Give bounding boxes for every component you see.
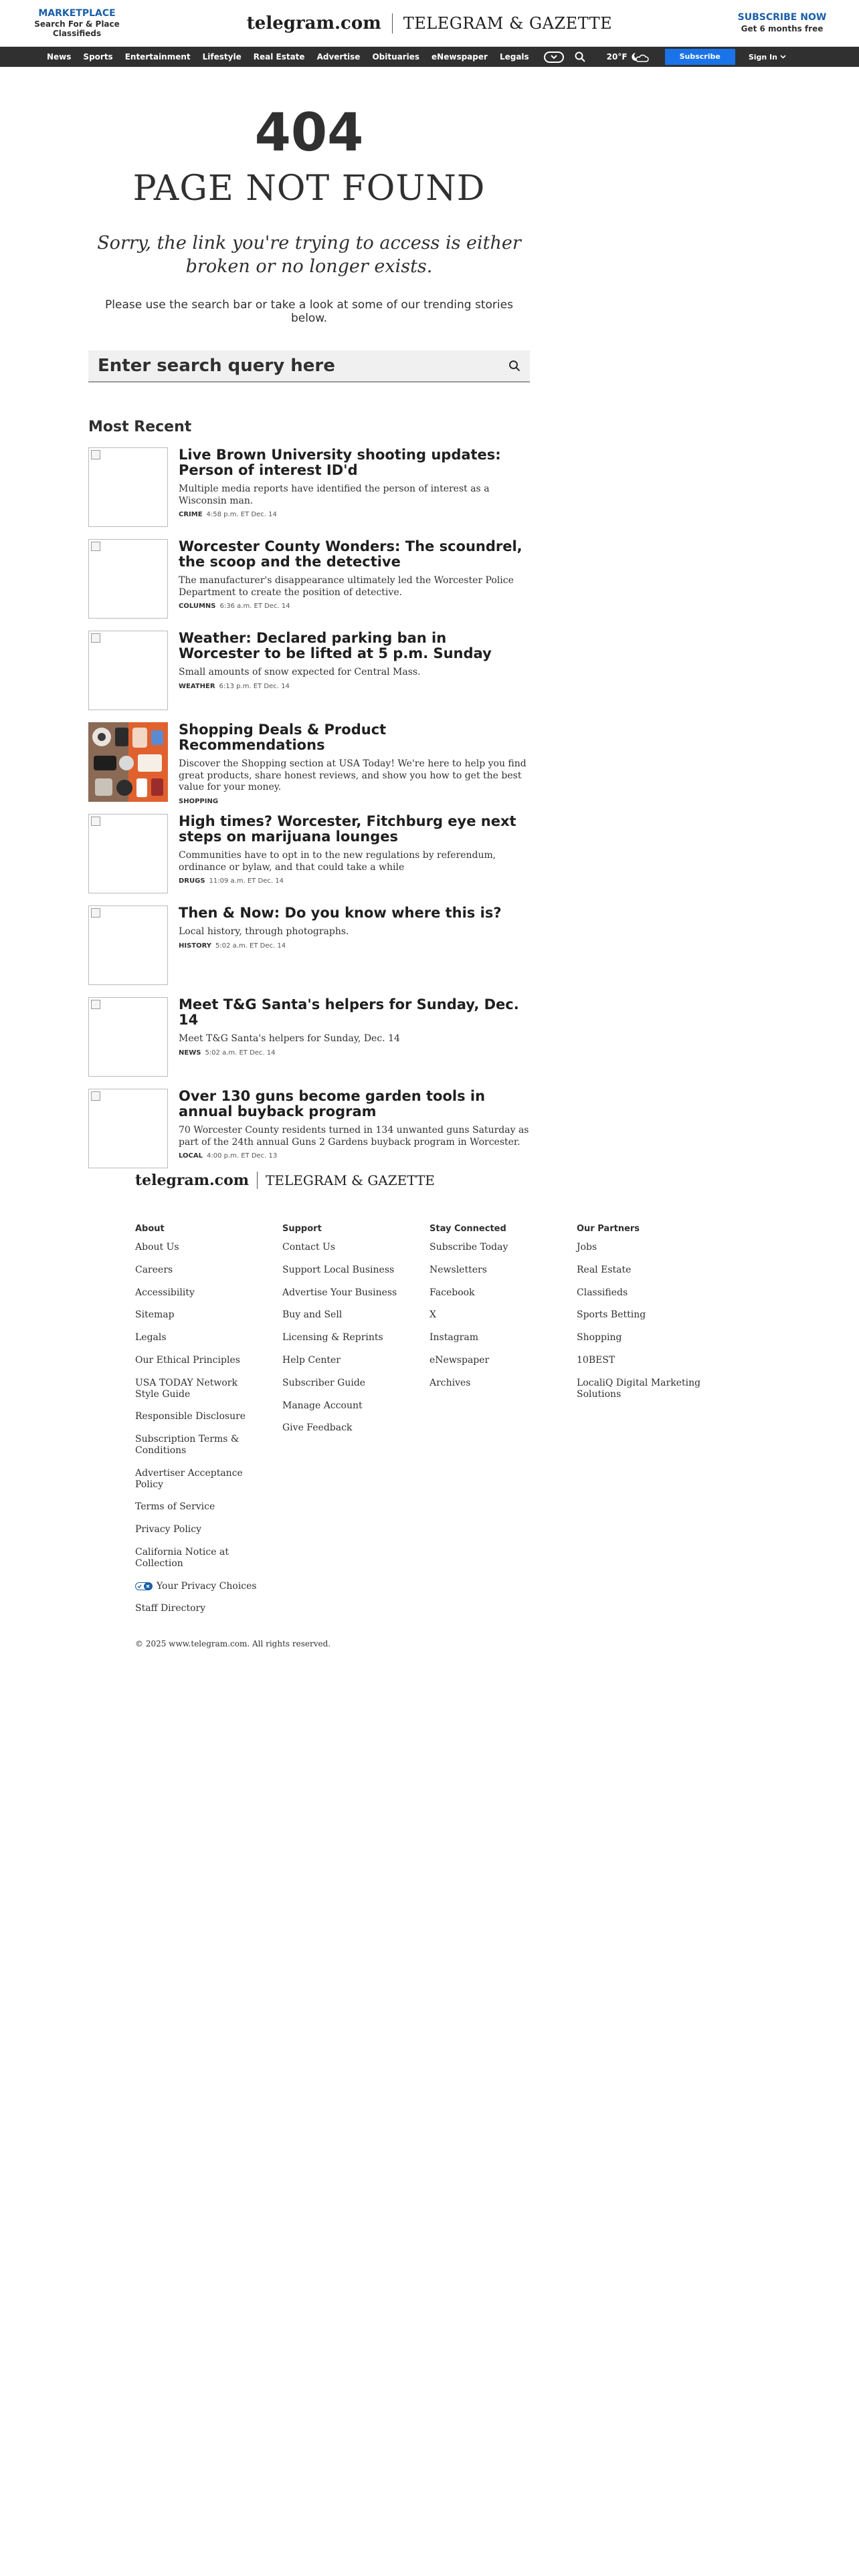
site-name: TELEGRAM & GAZETTE <box>403 13 613 33</box>
footer-link[interactable]: Jobs <box>577 1242 597 1253</box>
nav-item-obituaries[interactable]: Obituaries <box>372 52 420 62</box>
more-menu-button[interactable] <box>544 51 564 63</box>
footer-site-name: TELEGRAM & GAZETTE <box>266 1172 435 1188</box>
temperature: 20°F <box>606 52 628 62</box>
story-meta <box>179 683 530 690</box>
footer-column-heading: Stay Connected <box>430 1224 506 1234</box>
nav-item-legals[interactable]: Legals <box>499 52 529 62</box>
error-message: Sorry, the link you're trying to access is either broken or no longer exists. <box>97 233 521 278</box>
footer-link[interactable]: Give Feedback <box>282 1422 353 1434</box>
privacy-toggle-icon <box>135 1582 153 1590</box>
subscribe-now-title: SUBSCRIBE NOW <box>737 12 827 23</box>
footer-link[interactable]: 10BEST <box>577 1354 615 1366</box>
weather-widget[interactable] <box>607 51 649 63</box>
story-meta <box>179 1049 530 1057</box>
story-item[interactable] <box>88 814 530 893</box>
error-instructions: Please use the search bar or take a look at some of our trending stories below. <box>105 298 513 326</box>
subscribe-now-link[interactable] <box>732 12 832 34</box>
story-item[interactable] <box>88 722 530 805</box>
footer-column-support <box>282 1224 430 1626</box>
footer-column-our-partners <box>577 1224 724 1626</box>
footer-link[interactable]: Classifieds <box>577 1287 628 1298</box>
story-description: Local history, through photographs. <box>179 926 349 938</box>
story-description: 70 Worcester County residents turned in 134 unwanted guns Saturday as part of the 24th annual Guns 2 Gardens buyback program in Worcester. <box>179 1125 529 1148</box>
footer-link[interactable]: Responsible Disclosure <box>135 1411 246 1422</box>
footer-column-heading: Support <box>282 1224 322 1234</box>
footer-link[interactable]: Sitemap <box>135 1309 175 1321</box>
story-time: 5:02 a.m. ET Dec. 14 <box>215 942 286 950</box>
footer-link[interactable]: Instagram <box>430 1332 478 1344</box>
story-item[interactable] <box>88 539 530 619</box>
chevron-down-icon <box>551 55 557 60</box>
story-thumbnail[interactable] <box>88 539 168 619</box>
footer-link[interactable]: USA TODAY Network Style Guide <box>135 1377 237 1400</box>
footer-link[interactable]: Careers <box>135 1264 173 1275</box>
story-time: 5:02 a.m. ET Dec. 14 <box>205 1049 276 1057</box>
nav-item-entertainment[interactable]: Entertainment <box>124 52 191 62</box>
broken-image-icon <box>91 450 100 459</box>
nav-item-lifestyle[interactable]: Lifestyle <box>202 52 242 62</box>
subscribe-button[interactable]: Subscribe <box>665 49 735 65</box>
logo-divider <box>257 1172 258 1189</box>
sign-in-label: Sign In <box>748 52 777 62</box>
story-meta <box>179 798 530 805</box>
partly-cloudy-night-icon <box>632 51 649 63</box>
story-description: The manufacturer's disappearance ultimately led the Worcester Police Department to create the position of detective. <box>179 575 514 598</box>
footer-column-heading: Our Partners <box>577 1224 640 1234</box>
nav-item-sports[interactable]: Sports <box>83 52 113 62</box>
footer-link[interactable]: Advertiser Acceptance Policy <box>135 1467 243 1490</box>
story-meta <box>179 877 530 885</box>
subscribe-now-subtitle: Get 6 months free <box>741 23 824 33</box>
search-bar[interactable] <box>88 350 530 383</box>
story-meta <box>179 511 530 518</box>
search-input[interactable]: Enter search query here <box>98 356 335 377</box>
story-item[interactable] <box>88 997 530 1077</box>
story-time: 6:13 p.m. ET Dec. 14 <box>219 682 290 690</box>
footer-columns <box>135 1224 724 1626</box>
story-label[interactable]: WEATHER <box>179 682 215 690</box>
story-time: 4:58 p.m. ET Dec. 14 <box>206 511 277 519</box>
footer-link[interactable]: Support Local Business <box>282 1264 395 1275</box>
story-thumbnail[interactable] <box>88 631 168 710</box>
story-title[interactable]: Meet T&G Santa's helpers for Sunday, Dec. 14 <box>179 996 519 1029</box>
footer-link[interactable]: Our Ethical Principles <box>135 1354 240 1366</box>
story-label[interactable]: CRIME <box>179 511 203 519</box>
story-thumbnail[interactable] <box>88 814 168 893</box>
error-title: PAGE NOT FOUND <box>132 169 486 209</box>
search-icon <box>575 51 585 62</box>
site-domain: telegram.com <box>246 13 381 33</box>
story-title[interactable]: Then & Now: Do you know where this is? <box>179 905 502 922</box>
broken-image-icon <box>91 908 100 918</box>
story-meta <box>179 942 530 950</box>
footer-link[interactable]: California Notice at Collection <box>135 1546 229 1569</box>
story-time: 4:00 p.m. ET Dec. 13 <box>206 1152 278 1160</box>
marketplace-subtitle: Search For & Place Classifieds <box>34 19 120 38</box>
nav-item-enewspaper[interactable]: eNewspaper <box>432 52 488 62</box>
story-time: 11:09 a.m. ET Dec. 14 <box>209 877 284 885</box>
story-thumbnail[interactable] <box>88 905 168 985</box>
story-item[interactable] <box>88 447 530 527</box>
footer-link[interactable]: Contact Us <box>282 1242 336 1253</box>
footer-link[interactable]: Sports Betting <box>577 1309 646 1321</box>
footer-link[interactable]: Newsletters <box>430 1264 487 1275</box>
story-thumbnail[interactable] <box>88 1089 168 1168</box>
story-thumbnail[interactable] <box>88 722 168 802</box>
story-label[interactable]: DRUGS <box>179 877 205 885</box>
sign-in-button[interactable] <box>749 53 786 62</box>
main-content <box>88 103 530 1168</box>
footer-link[interactable]: Subscribe Today <box>430 1242 508 1253</box>
story-title[interactable]: Over 130 guns become garden tools in annual buyback program <box>179 1088 486 1120</box>
footer-link[interactable]: Subscription Terms & Conditions <box>135 1434 240 1456</box>
broken-image-icon <box>91 1091 100 1101</box>
story-thumbnail[interactable] <box>88 447 168 527</box>
footer-link[interactable]: LocaliQ Digital Marketing Solutions <box>577 1377 701 1400</box>
footer-site-domain: telegram.com <box>135 1172 250 1189</box>
privacy-choices-link[interactable] <box>135 1581 262 1592</box>
story-label[interactable]: COLUMNS <box>179 603 216 611</box>
footer-link[interactable]: Accessibility <box>135 1287 195 1298</box>
broken-image-icon <box>91 633 100 643</box>
nav-search-button[interactable] <box>575 51 585 62</box>
story-description: Small amounts of snow expected for Central Mass. <box>179 667 421 678</box>
footer-link[interactable]: Archives <box>430 1377 471 1388</box>
site-footer <box>135 1172 724 1648</box>
footer-link[interactable]: Licensing & Reprints <box>282 1332 383 1344</box>
search-icon[interactable] <box>508 360 520 372</box>
story-description: Meet T&G Santa's helpers for Sunday, Dec. 14 <box>179 1033 400 1045</box>
story-title[interactable]: Worcester County Wonders: The scoundrel, the scoop and the detective <box>179 538 522 570</box>
story-label[interactable]: LOCAL <box>179 1152 203 1160</box>
footer-link[interactable]: Buy and Sell <box>282 1309 343 1321</box>
main-nav <box>0 47 859 67</box>
story-title[interactable]: Shopping Deals & Product Recommendations <box>179 722 387 754</box>
footer-link[interactable]: Terms of Service <box>135 1501 215 1513</box>
story-label[interactable]: HISTORY <box>179 942 212 950</box>
story-title[interactable]: High times? Worcester, Fitchburg eye next steps on marijuana lounges <box>179 813 516 845</box>
error-code: 404 <box>254 103 364 163</box>
shopping-products-image <box>88 722 168 802</box>
footer-link[interactable]: Advertise Your Business <box>282 1287 397 1298</box>
story-item[interactable] <box>88 905 530 985</box>
footer-column-heading: About <box>135 1224 165 1234</box>
footer-link[interactable]: Legals <box>135 1332 167 1344</box>
story-time: 6:36 a.m. ET Dec. 14 <box>219 603 290 611</box>
footer-column-stay-connected <box>430 1224 577 1626</box>
story-label[interactable]: SHOPPING <box>179 797 219 805</box>
story-item[interactable] <box>88 631 530 710</box>
story-meta <box>179 1152 530 1160</box>
site-logo[interactable] <box>247 13 612 33</box>
footer-link[interactable]: Facebook <box>430 1287 475 1298</box>
logo-divider <box>392 13 393 33</box>
marketplace-link[interactable] <box>27 8 127 39</box>
footer-link[interactable]: Staff Directory <box>135 1603 206 1614</box>
top-header <box>0 0 859 47</box>
footer-link[interactable]: About Us <box>135 1242 179 1253</box>
broken-image-icon <box>91 542 100 551</box>
story-description: Discover the Shopping section at USA Today! We're here to help you find great products, share honest reviews, and show you how to get the best value for your money. <box>179 758 527 793</box>
footer-column-about <box>135 1224 282 1626</box>
footer-link[interactable]: Privacy Policy <box>135 1524 202 1535</box>
chevron-down-icon <box>780 55 786 59</box>
footer-link[interactable]: Shopping <box>577 1332 622 1344</box>
story-item[interactable] <box>88 1089 530 1168</box>
footer-link[interactable]: Subscriber Guide <box>282 1377 366 1388</box>
story-meta <box>179 603 530 610</box>
nav-item-real-estate[interactable]: Real Estate <box>253 52 305 62</box>
story-label[interactable]: NEWS <box>179 1049 201 1057</box>
footer-link[interactable]: X <box>430 1309 436 1321</box>
footer-link[interactable]: eNewspaper <box>430 1354 490 1366</box>
footer-link[interactable]: Manage Account <box>282 1400 363 1411</box>
broken-image-icon <box>91 817 100 826</box>
broken-image-icon <box>91 1000 100 1009</box>
copyright: © 2025 www.telegram.com. All rights reserved. <box>135 1639 331 1649</box>
marketplace-title: MARKETPLACE <box>38 7 116 19</box>
nav-item-advertise[interactable]: Advertise <box>316 52 361 62</box>
nav-item-news[interactable]: News <box>47 52 72 62</box>
story-description: Communities have to opt in to the new regulations by referendum, ordinance or bylaw, and that could take a while <box>179 850 496 873</box>
footer-link[interactable]: Real Estate <box>577 1264 632 1275</box>
story-title[interactable]: Weather: Declared parking ban in Worcester to be lifted at 5 p.m. Sunday <box>179 630 492 662</box>
footer-logo[interactable] <box>135 1172 724 1189</box>
privacy-choices-label: Your Privacy Choices <box>157 1580 257 1592</box>
footer-link[interactable]: Help Center <box>282 1354 341 1366</box>
story-thumbnail[interactable] <box>88 997 168 1077</box>
most-recent-heading: Most Recent <box>88 419 192 436</box>
story-title[interactable]: Live Brown University shooting updates: Person of interest ID'd <box>179 447 501 479</box>
story-description: Multiple media reports have identified the person of interest as a Wisconsin man. <box>179 484 490 506</box>
